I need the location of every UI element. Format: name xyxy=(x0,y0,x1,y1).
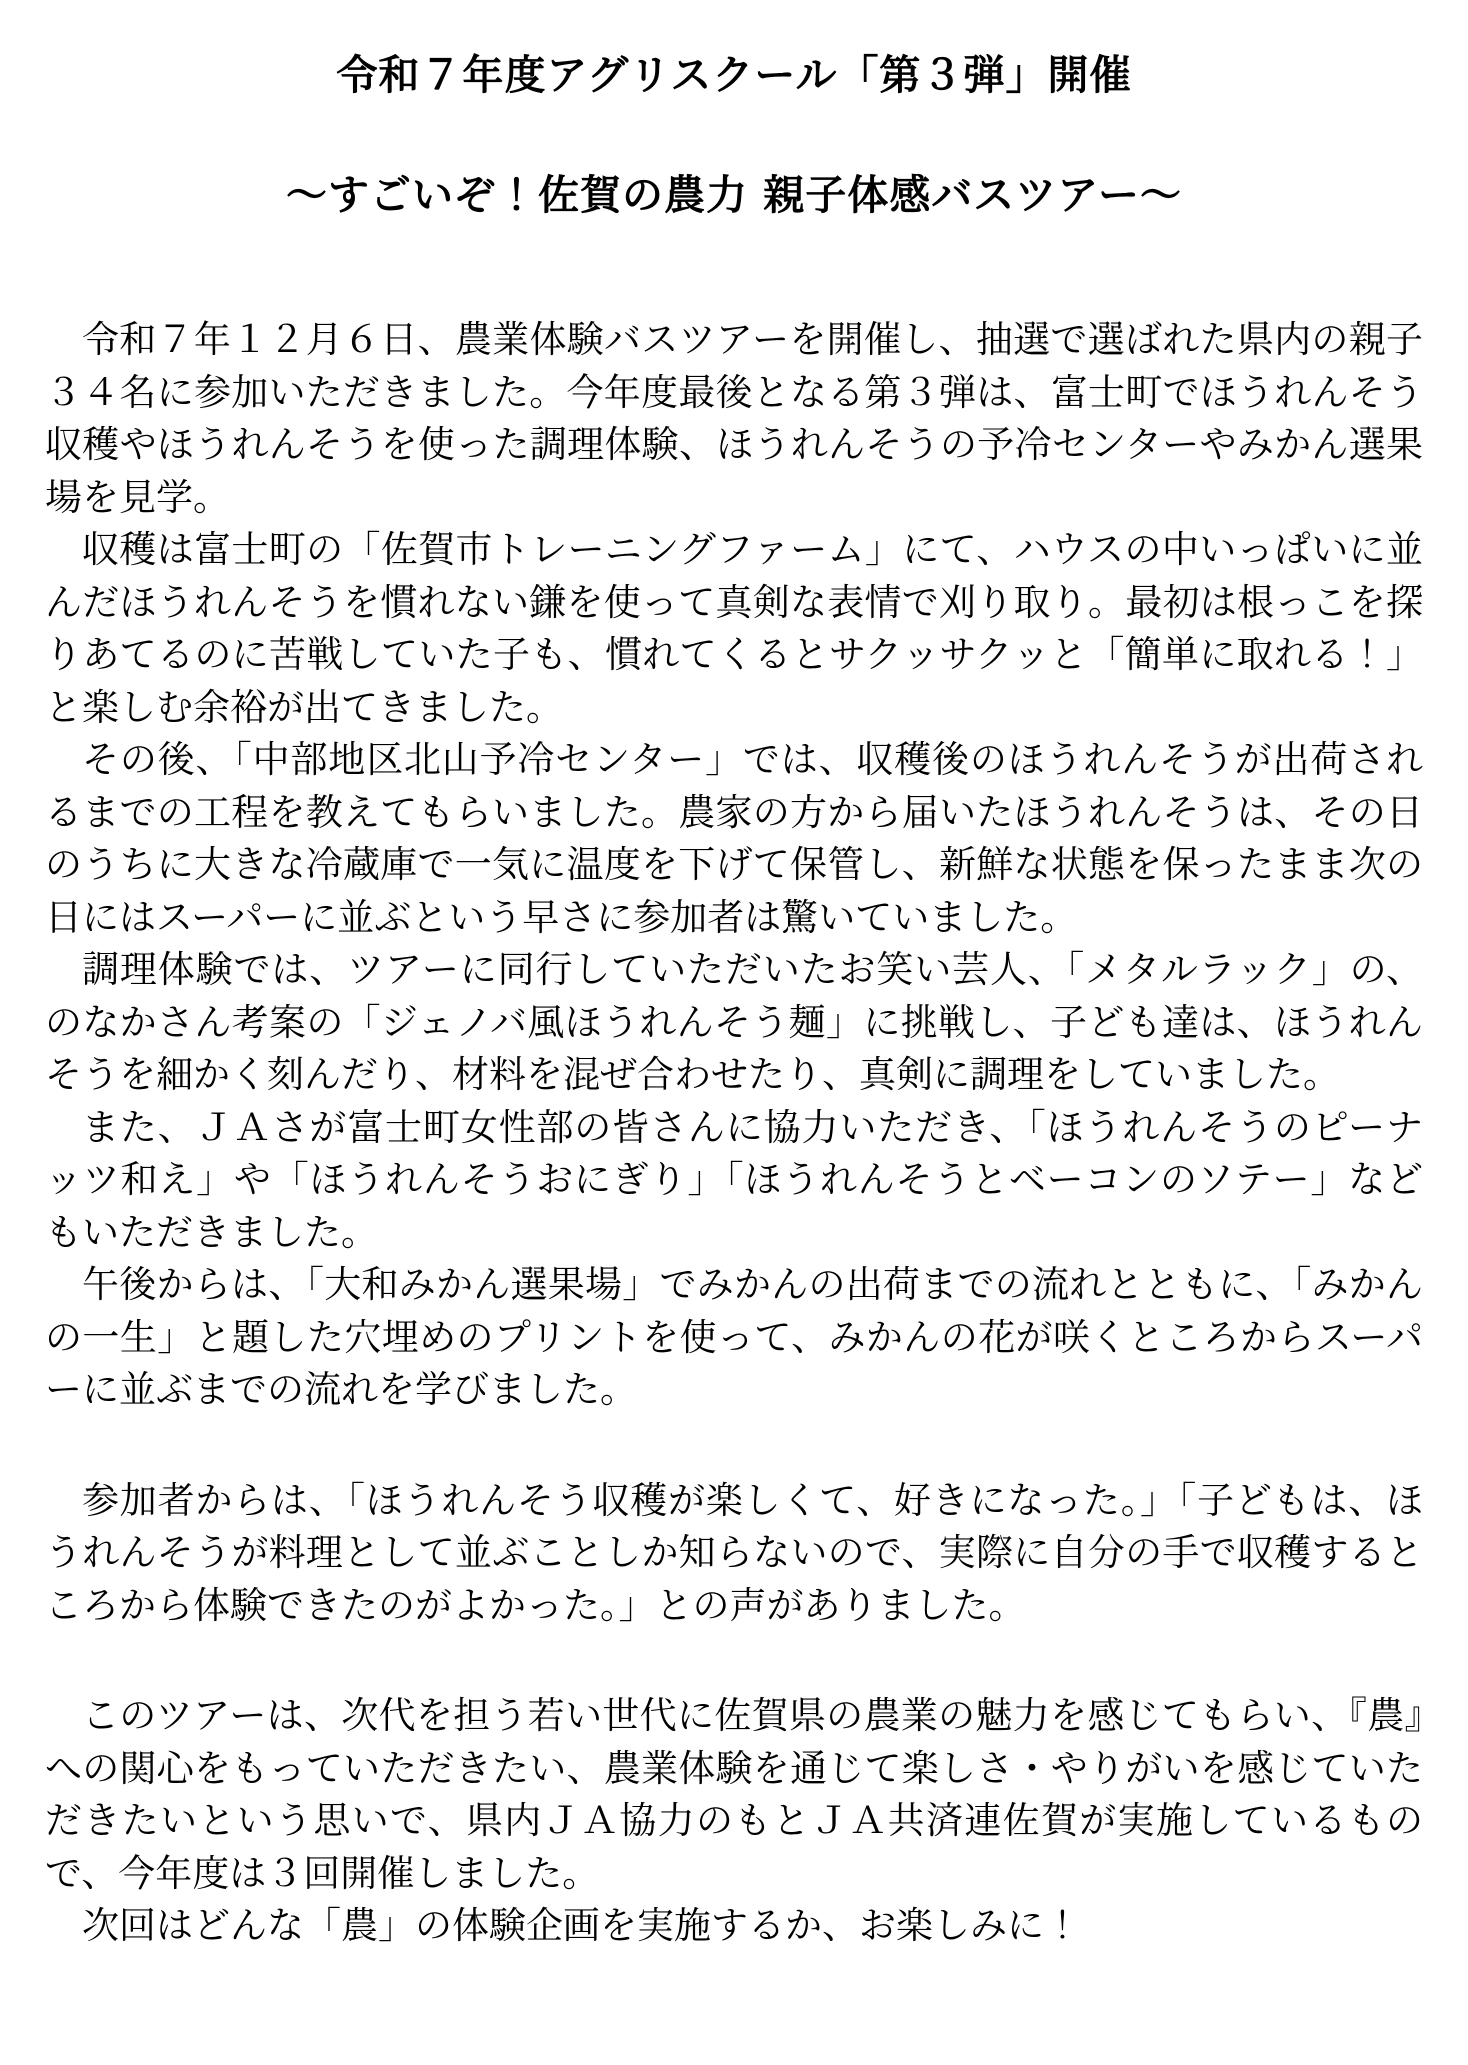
document-subtitle: ～すごいぞ！佐賀の農力 親子体感バスツアー～ xyxy=(285,171,1183,219)
document-body xyxy=(45,314,1423,1953)
paragraph-participant-voices: 参加者からは、「ほうれんそう収穫が楽しくて、好きになった。」「子どもは、ほうれんそうが料理として並ぶことしか知らないので、実際に自分の手で収穫するところから体験できたのがよかった。」との声がありました。 xyxy=(45,1478,1423,1627)
paragraph-ja-womens-group: また、ＪＡさが富士町女性部の皆さんに協力いただき、「ほうれんそうのピーナッツ和え」や「ほうれんそうおにぎり」「ほうれんそうとベーコンのソテー」などもいただきました。 xyxy=(45,1105,1423,1254)
paragraph-tour-purpose: このツアーは、次代を担う若い世代に佐賀県の農業の魅力を感じてもらい、『農』への関心をもっていただきたい、農業体験を通じて楽しさ・やりがいを感じていただきたいという思いで、県内ＪＡ協力のもとＪＡ共済連佐賀が実施しているもので、今年度は３回開催しました。 xyxy=(45,1694,1423,1895)
paragraph-intro: 令和７年１２月６日、農業体験バスツアーを開催し、抽選で選ばれた県内の親子３４名に参加いただきました。今年度最後となる第３弾は、富士町でほうれんそう収穫やほうれんそうを使った調理体験、ほうれんそうの予冷センターやみかん選果場を見学。 xyxy=(45,318,1423,519)
paragraph-closing: 次回はどんな「農」の体験企画を実施するか、お楽しみに！ xyxy=(82,1904,1081,1947)
document-title: 令和７年度アグリスクール「第３弾」開催 xyxy=(336,51,1132,99)
paragraph-precooling-center: その後、「中部地区北山予冷センター」では、収穫後のほうれんそうが出荷されるまでの工程を教えてもらいました。農家の方から届いたほうれんそうは、その日のうちに大きな冷蔵庫で一気に温度を下げて保管し、新鮮な状態を保ったまま次の日にはスーパーに並ぶという早さに参加者は驚いていました。 xyxy=(45,738,1423,939)
paragraph-harvest: 収穫は富士町の「佐賀市トレーニングファーム」にて、ハウスの中いっぱいに並んだほうれんそうを慣れない鎌を使って真剣な表情で刈り取り。最初は根っこを探りあてるのに苦戦していた子も、慣れてくるとサクッサクッと「簡単に取れる！」と楽しむ余裕が出てきました。 xyxy=(45,528,1423,729)
paragraph-mikan-sorting: 午後からは、「大和みかん選果場」でみかんの出荷までの流れとともに、「みかんの一生」と題した穴埋めのプリントを使って、みかんの花が咲くところからスーパーに並ぶまでの流れを学びました。 xyxy=(45,1263,1423,1411)
paragraph-cooking: 調理体験では、ツアーに同行していただいたお笑い芸人、「メタルラック」の、のなかさん考案の「ジェノバ風ほうれんそう麺」に挑戦し、子ども達は、ほうれんそうを細かく刻んだり、材料を混ぜ合わせたり、真剣に調理をしていました。 xyxy=(45,948,1423,1096)
